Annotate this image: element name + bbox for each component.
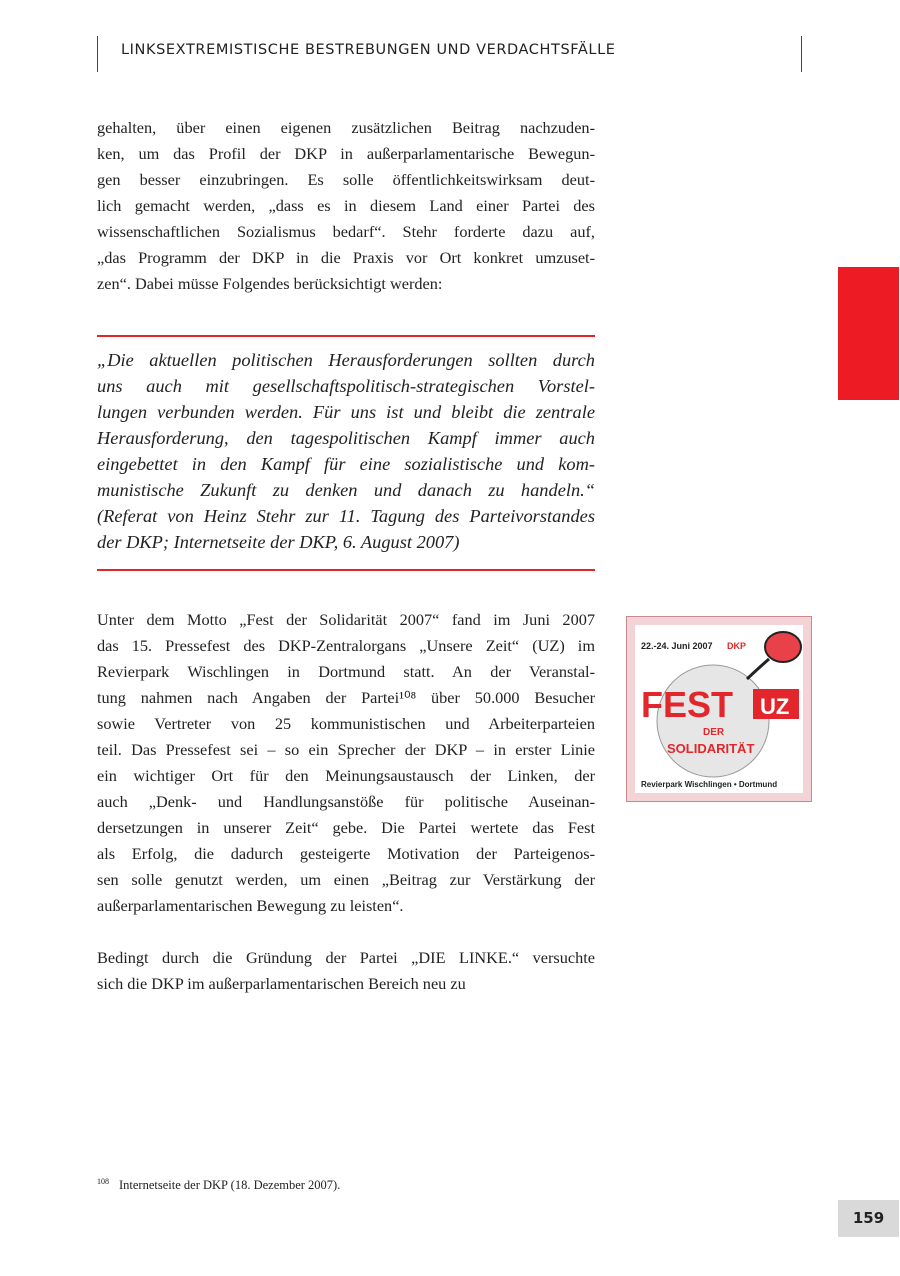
text-line: eingebettet in den Kampf für eine sozialistische und kom- — [97, 454, 595, 474]
paragraph-2 — [97, 607, 595, 919]
paragraph-3 — [97, 945, 595, 997]
text-line: das 15. Pressefest des DKP-Zentralorgans „Unsere Zeit“ (UZ) im — [97, 636, 595, 655]
text-line: „Die aktuellen politischen Herausforderungen sollten durch — [97, 350, 595, 370]
fest-der-solidaritaet-logo — [626, 616, 812, 802]
text-line: als Erfolg, die dadurch gesteigerte Motivation der Parteigenos- — [97, 844, 595, 863]
text-line: Bedingt durch die Gründung der Partei „DIE LINKE.“ versuchte — [97, 948, 595, 967]
paragraph-1 — [97, 115, 595, 297]
text-line: sowie Vertreter von 25 kommunistischen und Arbeiterparteien — [97, 714, 595, 733]
quote-top-rule — [97, 335, 595, 337]
footnote-number: 108 — [97, 1177, 109, 1186]
text-line: „das Programm der DKP in die Praxis vor Ort konkret umzuset- — [97, 248, 595, 267]
text-line: zen“. Dabei müsse Folgendes berücksichtigt werden: — [97, 274, 443, 293]
text-line: tung nahmen nach Angaben der Partei¹⁰⁸ über 50.000 Besucher — [97, 688, 595, 707]
logo-place: Revierpark Wischlingen • Dortmund — [641, 780, 778, 789]
text-line: Revierpark Wischlingen in Dortmund statt. An der Veranstal- — [97, 662, 595, 681]
text-line: auch „Denk- und Handlungsanstöße für politische Auseinan- — [97, 792, 595, 811]
text-line: sen solle genutzt werden, um einen „Beitrag zur Verstärkung der — [97, 870, 595, 889]
text-line: wissenschaftlichen Sozialismus bedarf“. Stehr forderte dazu auf, — [97, 222, 595, 241]
header-left-rule — [97, 36, 98, 72]
text-line: außerparlamentarischen Bewegung zu leisten“. — [97, 896, 404, 915]
text-line: Herausforderung, den tagespolitischen Kampf immer auch — [97, 428, 595, 448]
text-line: dersetzungen in unserer Zeit“ gebe. Die Partei wertete das Fest — [97, 818, 595, 837]
text-line: der DKP; Internetseite der DKP, 6. August 2007) — [97, 532, 460, 552]
page-number: 159 — [838, 1200, 899, 1237]
text-line: ein wichtiger Ort für den Meinungsaustausch der Linken, der — [97, 766, 595, 785]
block-quote — [97, 347, 595, 555]
text-line: Unter dem Motto „Fest der Solidarität 2007“ fand im Juni 2007 — [97, 610, 595, 629]
running-header: LINKSEXTREMISTISCHE BESTREBUNGEN UND VERDACHTSFÄLLE — [121, 42, 616, 58]
quote-bottom-rule — [97, 569, 595, 571]
text-line: gen besser einzubringen. Es solle öffentlichkeitswirksam deut- — [97, 170, 595, 189]
logo-party: DKP — [727, 641, 747, 651]
footnote-text: Internetseite der DKP (18. Dezember 2007). — [119, 1178, 341, 1193]
logo-der: DER — [703, 727, 725, 738]
text-line: (Referat von Heinz Stehr zur 11. Tagung des Parteivorstandes — [97, 506, 595, 526]
text-line: gehalten, über einen eigenen zusätzlichen Beitrag nachzuden- — [97, 118, 595, 137]
header-right-rule — [801, 36, 802, 72]
text-line: uns auch mit gesellschaftspolitisch-strategischen Vorstel- — [97, 376, 595, 396]
logo-graphic — [627, 617, 811, 801]
text-line: ken, um das Profil der DKP in außerparlamentarische Bewegun- — [97, 144, 595, 163]
text-line: lich gemacht werden, „dass es in diesem Land einer Partei des — [97, 196, 595, 215]
logo-fest: FEST — [641, 684, 734, 725]
logo-date: 22.-24. Juni 2007 — [641, 641, 713, 651]
chapter-tab-marker — [838, 267, 899, 400]
footnote — [97, 1177, 340, 1193]
text-line: sich die DKP im außerparlamentarischen Bereich neu zu — [97, 974, 466, 993]
text-line: teil. Das Pressefest sei – so ein Sprecher der DKP – in erster Linie — [97, 740, 595, 759]
text-line: munistische Zukunft zu denken und danach zu handeln.“ — [97, 480, 595, 500]
text-line: lungen verbunden werden. Für uns ist und bleibt die zentrale — [97, 402, 595, 422]
logo-uz: UZ — [760, 694, 790, 719]
logo-solidaritaet: SOLIDARITÄT — [667, 741, 755, 756]
